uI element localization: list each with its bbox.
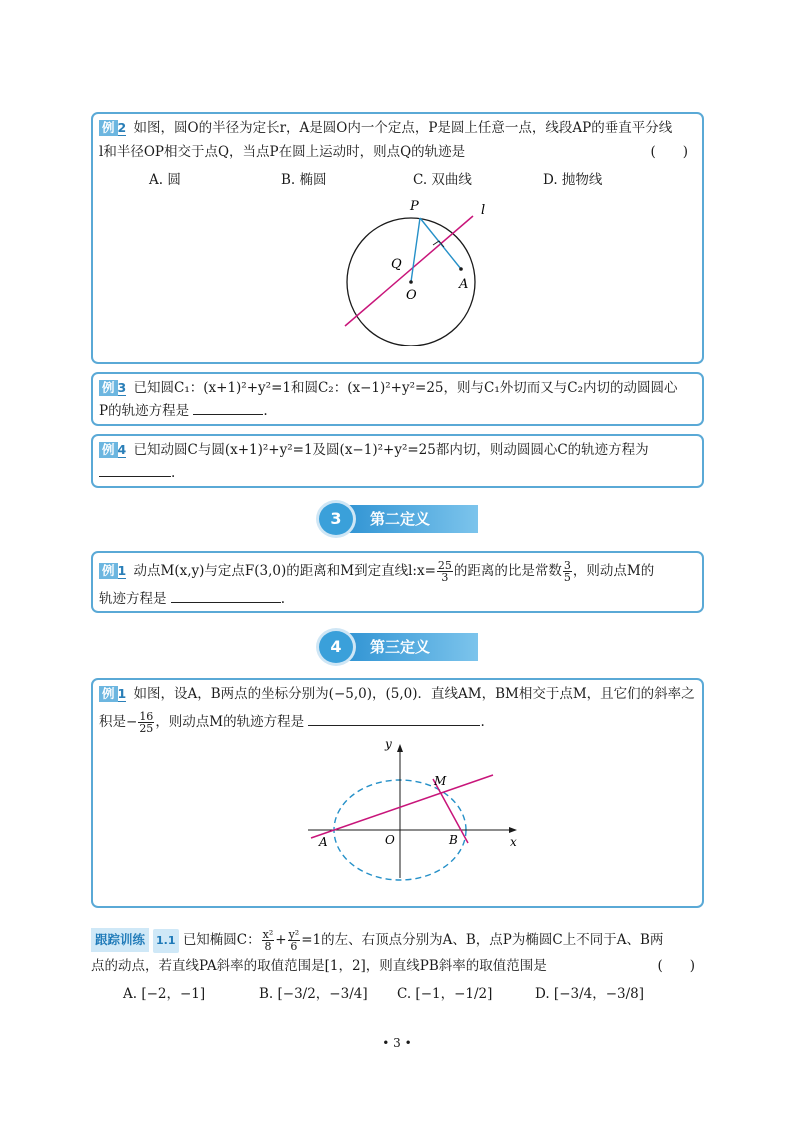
denominator: 5 (563, 571, 571, 584)
choice-b: B. 椭圆 (281, 172, 327, 188)
example-5-text-1a: 动点M(x,y)与定点F(3,0)的距离和M到定直线l:x= (133, 563, 436, 579)
example-tag: 例 (99, 380, 118, 396)
track-line-1 (91, 928, 663, 953)
example-5-box (91, 551, 704, 613)
choice-d: D. 抛物线 (543, 172, 603, 188)
example-3-text-2: P的轨迹方程是 (99, 403, 190, 419)
page-number: • 3 • (382, 1036, 412, 1050)
choice-c: C. 双曲线 (413, 172, 472, 188)
example-tag: 例 (99, 442, 118, 458)
choice-a: A. [−2，−1] (123, 986, 206, 1002)
denominator: 3 (441, 571, 449, 584)
label-a: A (319, 835, 328, 849)
label-a: A (459, 277, 469, 292)
tracking-exercise (91, 926, 703, 1016)
example-4-line-1 (99, 440, 696, 460)
label-b: B (449, 833, 458, 847)
example-number: 3 (117, 380, 127, 395)
track-choices (123, 984, 644, 1004)
track-line-2 (91, 956, 703, 976)
label-p: P (410, 199, 419, 214)
example-number: 1 (117, 563, 127, 578)
period: . (480, 714, 485, 730)
denominator: 25 (139, 722, 154, 735)
answer-blank (193, 401, 263, 415)
example-tag: 例 (99, 120, 118, 136)
fraction-16-25 (138, 711, 154, 734)
example-2-line-2 (99, 142, 696, 162)
example-4-line-2 (99, 463, 696, 483)
label-q: Q (391, 257, 402, 272)
example-2-box (91, 112, 704, 364)
radius-op (411, 218, 420, 282)
track-text-2: 点的动点，若直线PA斜率的取值范围是[1，2]，则直线PB斜率的取值范围是 (91, 958, 547, 974)
example-3-text-1: 已知圆C₁：(x+1)²+y²=1和圆C₂：(x−1)²+y²=25，则与C₁外切而又与C₂内切的动圆圆心 (133, 380, 678, 396)
answer-paren: ( ) (650, 144, 688, 160)
example-4-text-1: 已知动圆C与圆(x+1)²+y²=1及圆(x−1)²+y²=25都内切，则动圆圆心C的轨迹方程为 (133, 442, 649, 458)
choice-b: B. [−3/2，−3/4] (259, 986, 368, 1002)
circle-figure (323, 196, 503, 346)
example-tag: 例 (99, 686, 118, 702)
numerator: x² (262, 928, 274, 941)
ellipse-figure (303, 738, 523, 888)
example-4-box (91, 434, 704, 488)
example-3-line-1 (99, 378, 696, 398)
fraction-x2-8 (262, 929, 275, 952)
example-5-text-1c: ，则动点M的 (572, 563, 655, 579)
tracking-number: 1.1 (153, 929, 179, 953)
example-2-choices (149, 168, 602, 188)
example-3-line-2 (99, 401, 696, 421)
x-axis-arrow (509, 827, 517, 833)
tracking-tag: 跟踪训练 (91, 928, 149, 952)
example-5-line-1 (99, 560, 696, 583)
label-l: l (481, 203, 486, 218)
denominator: 6 (290, 940, 298, 953)
label-y: y (385, 738, 392, 751)
choice-a: A. 圆 (149, 172, 181, 188)
track-text-1a: 已知椭圆C： (182, 932, 261, 948)
example-3-box (91, 372, 704, 426)
example-2-text-1: 如图，圆O的半径为定长r，A是圆O内一个定点，P是圆上任意一点，线段AP的垂直平分线 (133, 120, 673, 136)
period: . (263, 403, 268, 419)
plus-sign: + (275, 932, 287, 948)
example-6-text-2a: 积是− (99, 714, 138, 730)
answer-paren: ( ) (657, 958, 695, 974)
example-6-line-2 (99, 711, 696, 734)
point-a (459, 267, 463, 271)
label-m: M (434, 774, 447, 788)
example-6-text-1: 如图，设A，B两点的坐标分别为(−5,0)，(5,0)．直线AM，BM相交于点M，且它们的斜率之 (133, 686, 695, 702)
choice-d: D. [−3/4，−3/8] (535, 986, 645, 1002)
bisector-line-l (345, 216, 473, 326)
example-number: 2 (117, 120, 127, 135)
label-x: x (510, 835, 517, 849)
answer-blank (171, 589, 281, 603)
fraction-3-5 (563, 560, 572, 583)
point-o (409, 280, 413, 284)
example-6-text-2b: ，则动点M的轨迹方程是 (155, 714, 305, 730)
track-text-1b: =1的左、右顶点分别为A、B，点P为椭圆C上不同于A、B两 (301, 932, 664, 948)
example-tag: 例 (99, 563, 118, 579)
y-axis-arrow (397, 744, 403, 752)
numerator: 3 (563, 559, 571, 572)
section-number: 4 (316, 628, 356, 666)
section-number: 3 (316, 500, 356, 538)
numerator: 25 (437, 559, 452, 572)
answer-blank (308, 712, 480, 726)
example-2-text-2: l和半径OP相交于点Q，当点P在圆上运动时，则点Q的轨迹是 (99, 144, 466, 160)
period: . (280, 591, 286, 607)
section-title: 第三定义 (342, 633, 478, 661)
denominator: 8 (264, 940, 272, 953)
fraction-y2-6 (288, 929, 301, 952)
example-number: 4 (117, 442, 127, 457)
example-5-text-1b: 的距离的比是常数 (453, 563, 562, 579)
example-6-box (91, 678, 704, 908)
period: . (171, 465, 176, 481)
example-number: 1 (117, 686, 127, 701)
section-title: 第二定义 (342, 505, 478, 533)
example-5-line-2 (99, 589, 696, 609)
example-6-line-1 (99, 684, 696, 704)
answer-blank (99, 463, 171, 477)
numerator: 16 (139, 710, 154, 723)
fraction-25-3 (437, 560, 453, 583)
numerator: y² (288, 928, 300, 941)
example-2-line-1 (99, 118, 696, 138)
example-5-text-2: 轨迹方程是 (99, 591, 167, 607)
label-o: O (406, 288, 417, 303)
label-o: O (385, 833, 395, 847)
choice-c: C. [−1，−1/2] (397, 986, 493, 1002)
